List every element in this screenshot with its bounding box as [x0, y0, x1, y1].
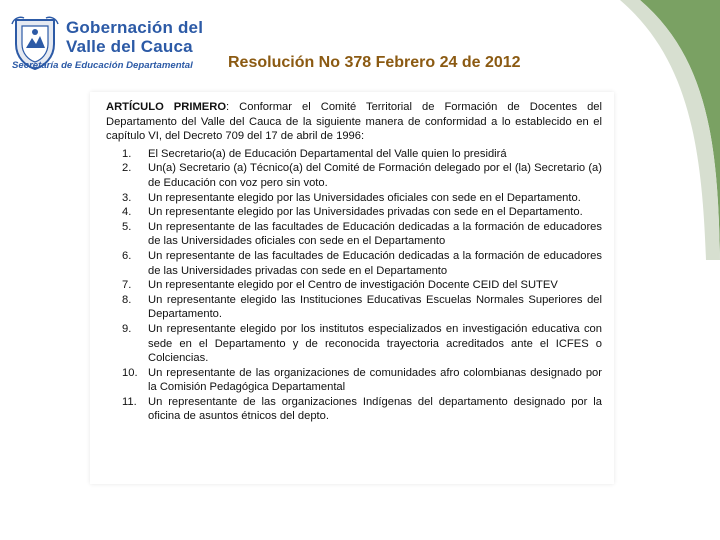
item-number: 7. [122, 279, 132, 292]
list-item [106, 293, 602, 322]
item-number: 6. [122, 249, 132, 262]
list-item [106, 322, 602, 366]
list-item [106, 147, 602, 162]
item-number: 4. [122, 206, 132, 219]
list-item [106, 249, 602, 278]
document-body [106, 100, 602, 424]
item-text: El Secretario(a) de Educación Departamental del Valle quien lo presidirá [148, 147, 507, 160]
item-number: 8. [122, 293, 132, 306]
item-text: Un representante elegido por los institutos especializados en investigación educativa con sede en el Departamento y de reconocida trayectoria acreditados ante el ICFES o Colciencias. [148, 322, 602, 365]
committee-members-list [106, 147, 602, 424]
item-text: Un(a) Secretario (a) Técnico(a) del Comité de Formación delegado por el (la) Secretario (a) de Educación con voz pero sin voto. [148, 162, 602, 189]
list-item [106, 191, 602, 206]
item-number: 10. [122, 366, 138, 379]
corner-swoosh-decoration [600, 0, 720, 260]
list-item [106, 205, 602, 220]
list-item [106, 395, 602, 424]
list-item [106, 278, 602, 293]
item-text: Un representante de las organizaciones Indígenas del departamento designado por la oficina de asuntos étnicos del depto. [148, 395, 602, 423]
resolution-title: Resolución No 378 Febrero 24 de 2012 [228, 54, 521, 71]
list-item [106, 161, 602, 190]
item-text: Un representante de las facultades de Educación dedicadas a la formación de educadores de las Universidades privadas con sede en el Departamento [148, 249, 602, 277]
item-text: Un representante elegido por las Universidades privadas con sede en el Departamento. [148, 206, 583, 219]
logo-line-2: Valle del Cauca [66, 37, 193, 56]
item-number: 1. [122, 147, 132, 160]
government-logo [10, 12, 204, 74]
article-heading: ARTÍCULO PRIMERO [106, 101, 227, 113]
item-text: Un representante elegido las Instituciones Educativas Escuelas Normales Superiores del Departamento. [148, 293, 602, 321]
item-number: 5. [122, 220, 132, 233]
logo-line-1: Gobernación del [66, 18, 204, 37]
list-item [106, 220, 602, 249]
item-number: 9. [122, 322, 132, 335]
item-number: 11. [122, 395, 137, 408]
article-text: : Conformar el Comité Territorial de Formación de Docentes del Departamento del Valle del Cauca de la siguiente manera de conformidad a lo establecido en el capítulo VI, del Decreto 709 del 17 de abril de 1996: [106, 101, 602, 143]
item-text: Un representante de las organizaciones de comunidades afro colombianas designado por la Comisión Pedagógica Departamental [148, 366, 602, 394]
item-number: 2. [122, 162, 132, 175]
item-number: 3. [122, 191, 132, 204]
item-text: Un representante elegido por las Universidades oficiales con sede en el Departamento. [148, 191, 581, 204]
item-text: Un representante elegido por el Centro de investigación Docente CEID del SUTEV [148, 279, 558, 292]
list-item [106, 366, 602, 395]
logo-subtitle: Secretaría de Educación Departamental [12, 60, 193, 71]
article-paragraph [106, 100, 602, 144]
item-text: Un representante de las facultades de Educación dedicadas a la formación de educadores de las Universidades oficiales con sede en el Departamento [148, 220, 602, 248]
